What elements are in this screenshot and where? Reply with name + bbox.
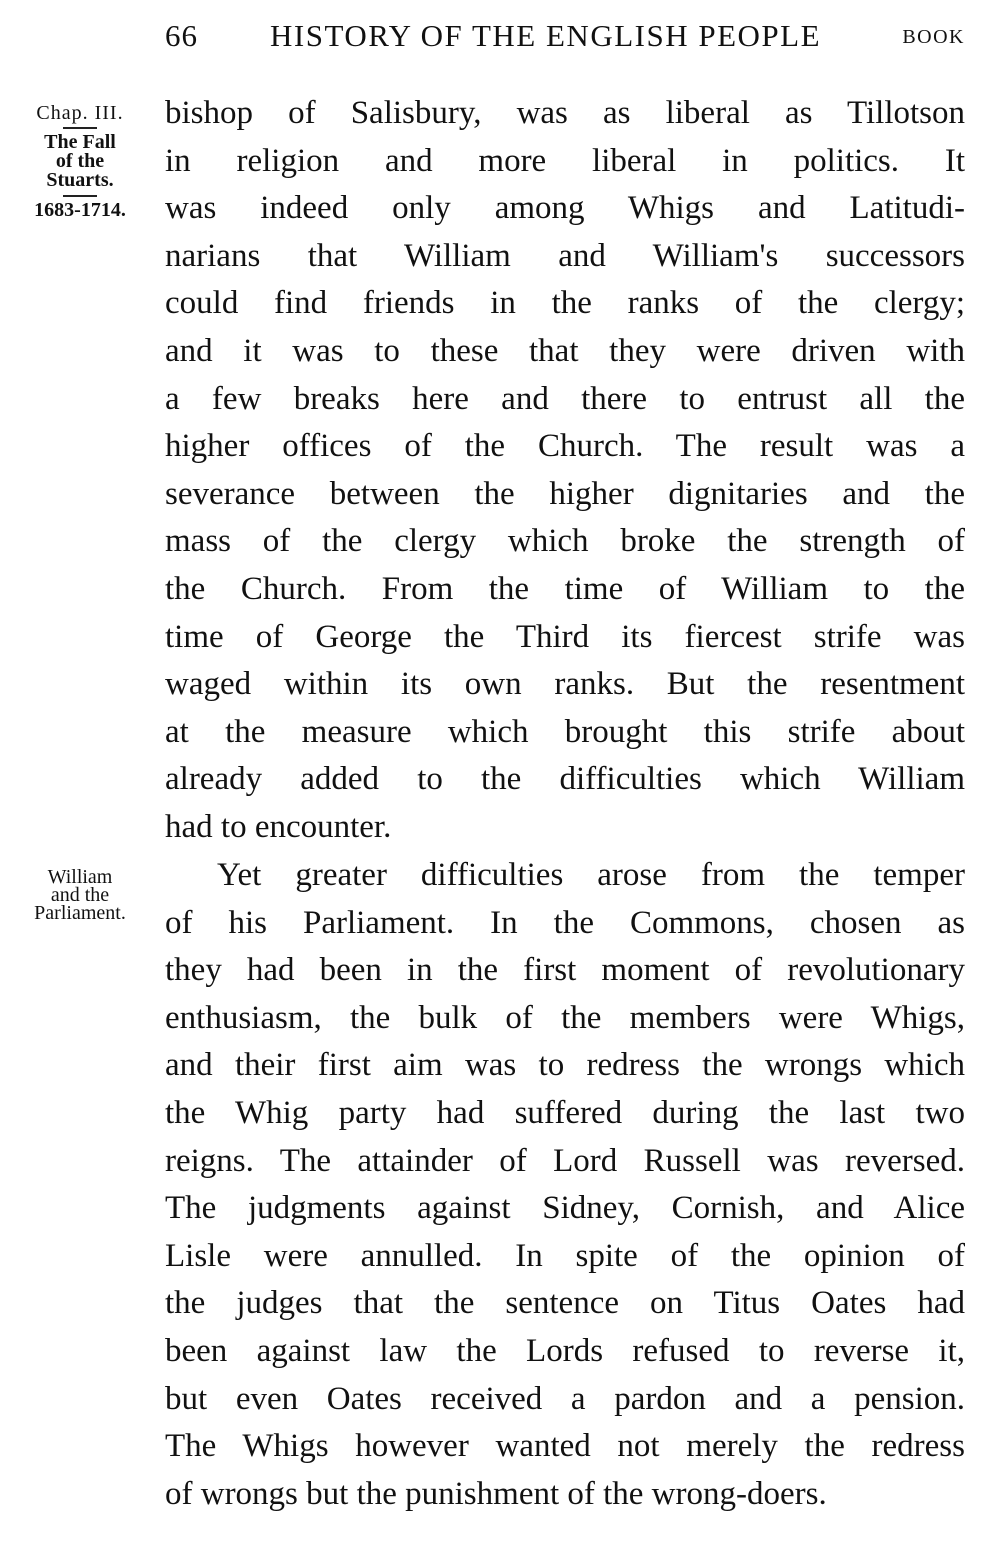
- margin-rule-top: [63, 127, 97, 129]
- paragraph-2: [165, 852, 965, 1518]
- section-title-line-1: The Fall: [44, 131, 116, 153]
- margin-note-parliament: [0, 868, 160, 922]
- running-title: HISTORY OF THE ENGLISH PEOPLE: [270, 18, 822, 53]
- margin-note2-line-2: and the: [50, 884, 110, 906]
- text-line: mass of the clergy which broke the strength of: [165, 523, 965, 560]
- text-line: of his Parliament. In the Commons, chosen as: [165, 904, 965, 941]
- text-line: a few breaks here and there to entrust all the: [165, 380, 965, 417]
- text-line: The Whigs however wanted not merely the redress: [165, 1428, 965, 1465]
- text-line: the judges that the sentence on Titus Oates had: [165, 1285, 965, 1322]
- text-line: had to encounter.: [165, 808, 392, 845]
- section-title-line-3: Stuarts.: [46, 169, 114, 191]
- chapter-label: Chap. III.: [36, 102, 124, 124]
- text-line: been against law the Lords refused to reverse it,: [165, 1332, 965, 1369]
- text-line: already added to the difficulties which William: [165, 761, 965, 798]
- text-line: could find friends in the ranks of the clergy;: [165, 285, 965, 322]
- page-number: 66: [165, 18, 198, 53]
- margin-rule-bottom: [63, 195, 97, 197]
- text-line: in religion and more liberal in politics. It: [165, 142, 965, 179]
- text-line: was indeed only among Whigs and Latitudi-: [165, 190, 965, 227]
- section-title-line-2: of the: [55, 150, 105, 172]
- text-line: narians that William and William's successors: [165, 237, 965, 274]
- text-line: and their first aim was to redress the wrongs which: [165, 1047, 965, 1084]
- text-line: time of George the Third its fiercest strife was: [165, 618, 965, 655]
- book-label: BOOK: [902, 26, 965, 48]
- text-line: severance between the higher dignitaries and the: [165, 475, 965, 512]
- margin-note2-line-3: Parliament.: [34, 902, 126, 924]
- text-line: waged within its own ranks. But the resentment: [165, 666, 965, 703]
- text-line: of wrongs but the punishment of the wrong-doers.: [165, 1475, 827, 1512]
- text-line: they had been in the first moment of revolutionary: [165, 952, 965, 989]
- text-line: Yet greater difficulties arose from the temper: [217, 857, 965, 893]
- margin-note-chapter: [0, 104, 160, 220]
- text-line: enthusiasm, the bulk of the members were Whigs,: [165, 999, 965, 1036]
- text-line: and it was to these that they were driven with: [165, 332, 965, 369]
- text-line: the Whig party had suffered during the last two: [165, 1094, 965, 1131]
- year-range: 1683-1714.: [34, 199, 126, 221]
- text-line: higher offices of the Church. The result was a: [165, 428, 965, 465]
- text-line: Lisle were annulled. In spite of the opinion of: [165, 1237, 965, 1274]
- paragraph-1: [165, 90, 965, 852]
- text-line: bishop of Salisbury, was as liberal as Tillotson: [165, 95, 965, 131]
- text-line: at the measure which brought this strife about: [165, 713, 965, 750]
- text-line: the Church. From the time of William to the: [165, 570, 965, 607]
- text-line: The judgments against Sidney, Cornish, and Alice: [165, 1190, 965, 1227]
- text-line: but even Oates received a pardon and a pension.: [165, 1380, 965, 1417]
- running-head: [165, 18, 965, 58]
- margin-note2-line-1: William: [47, 866, 113, 888]
- text-line: reigns. The attainder of Lord Russell was reversed.: [165, 1142, 965, 1179]
